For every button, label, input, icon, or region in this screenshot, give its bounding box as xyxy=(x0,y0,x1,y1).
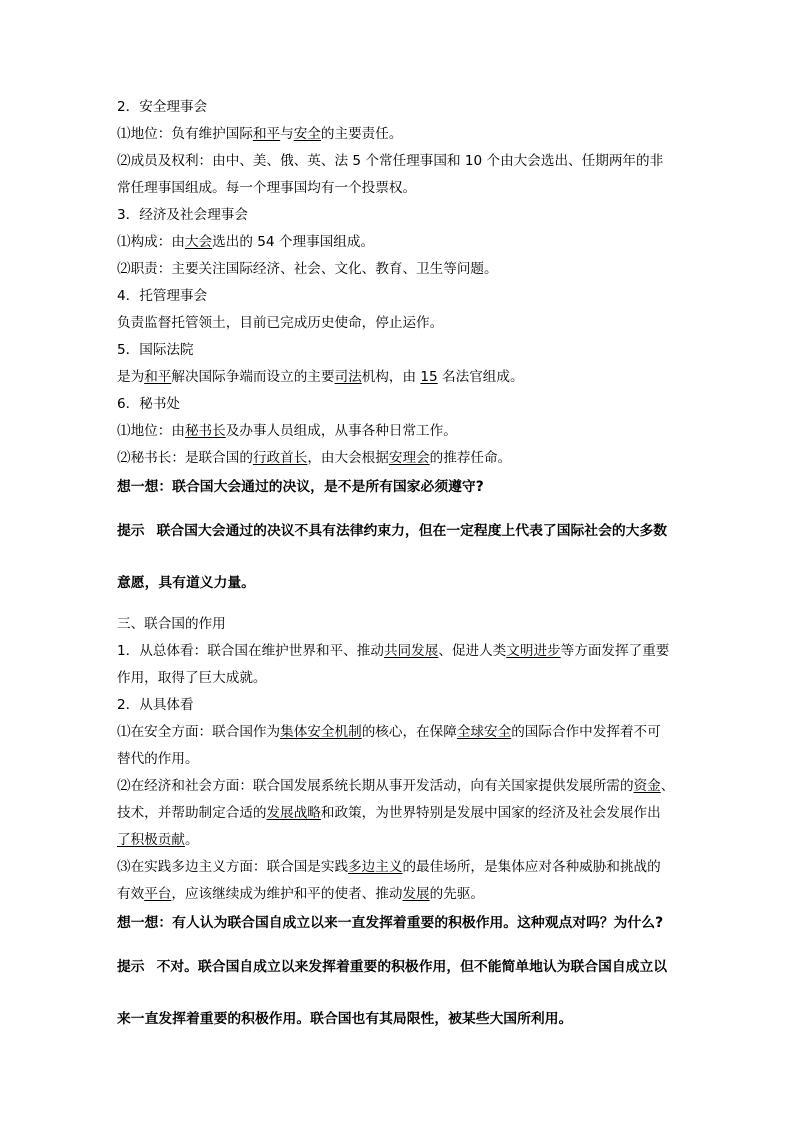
role-economic-line2: 技术，并帮助制定合适的发展战略和政策，为世界特别是发展中国家的经济及社会发展作出 xyxy=(117,805,661,821)
trusteeship-text: 负责监督托管领土，目前已完成历史使命，停止运作。 xyxy=(117,315,444,331)
ecosoc-duty: ⑵职责：主要关注国际经济、社会、文化、教育、卫生等问题。 xyxy=(117,261,498,277)
security-council-members-line2: 常任理事国组成。每一个理事国均有一个投票权。 xyxy=(117,180,417,196)
think1-tip-text1: 联合国大会通过的决议不具有法律约束力，但在一定程度上代表了国际社会的大多数 xyxy=(156,523,668,539)
role-economic-line1: ⑵在经济和社会方面：联合国发展系统长期从事开发活动，向有关国家提供发展所需的资金、 xyxy=(117,778,675,794)
ecosoc-heading: 3．经济及社会理事会 xyxy=(117,207,248,223)
think1-tip-label: 提示 xyxy=(117,523,145,539)
role-security-line2: 替代的作用。 xyxy=(117,751,199,767)
security-council-heading: 2．安全理事会 xyxy=(117,99,208,115)
think1-question: 想一想：联合国大会通过的决议，是不是所有国家必须遵守? xyxy=(117,479,484,495)
role-specific-heading: 2．从具体看 xyxy=(117,697,194,713)
think1-tip-line2: 意愿，具有道义力量。 xyxy=(117,575,255,591)
role-multilateral-line1: ⑶在实践多边主义方面：联合国是实践多边主义的最佳场所，是集体应对各种威胁和挑战的 xyxy=(117,859,661,875)
think2-tip-line1 xyxy=(117,941,682,993)
role-overall-line2: 作用，取得了巨大成就。 xyxy=(117,670,267,686)
court-heading: 5．国际法院 xyxy=(117,342,194,358)
think2-question: 想一想：有人认为联合国自成立以来一直发挥着重要的积极作用。这种观点对吗？为什么? xyxy=(117,915,664,931)
role-overall-line1: 1．从总体看：联合国在维护世界和平、推动共同发展、促进人类文明进步等方面发挥了重要 xyxy=(117,643,670,659)
court-text: 是为和平解决国际争端而设立的主要司法机构，由 15 名法官组成。 xyxy=(117,369,524,385)
role-heading: 三、联合国的作用 xyxy=(117,616,226,632)
trusteeship-heading: 4．托管理事会 xyxy=(117,288,208,304)
security-council-members-line1: ⑵成员及权利：由中、美、俄、英、法 5 个常任理事国和 10 个由大会选出、任期两年的非 xyxy=(117,153,664,169)
document-content xyxy=(117,94,682,1045)
ecosoc-composition: ⑴构成：由大会选出的 54 个理事国组成。 xyxy=(117,234,375,250)
role-multilateral-line2: 有效平台，应该继续成为维护和平的使者、推动发展的先驱。 xyxy=(117,886,485,902)
think2-tip-line2: 来一直发挥着重要的积极作用。联合国也有其局限性，被某些大国所利用。 xyxy=(117,1011,573,1027)
security-council-status: ⑴地位：负有维护国际和平与安全的主要责任。 xyxy=(117,126,403,142)
secretariat-status: ⑴地位：由秘书长及办事人员组成，从事各种日常工作。 xyxy=(117,423,457,439)
think1-tip-line1 xyxy=(117,505,682,557)
secretariat-secretary-general: ⑵秘书长：是联合国的行政首长，由大会根据安理会的推荐任命。 xyxy=(117,450,512,466)
role-economic-line3: 了积极贡献。 xyxy=(117,832,199,848)
think2-tip-text1: 不对。联合国自成立以来发挥着重要的积极作用，但不能简单地认为联合国自成立以 xyxy=(156,959,668,975)
role-security-line1: ⑴在安全方面：联合国作为集体安全机制的核心，在保障全球安全的国际合作中发挥着不可 xyxy=(117,724,661,740)
think2-tip-label: 提示 xyxy=(117,959,145,975)
secretariat-heading: 6．秘书处 xyxy=(117,396,181,412)
